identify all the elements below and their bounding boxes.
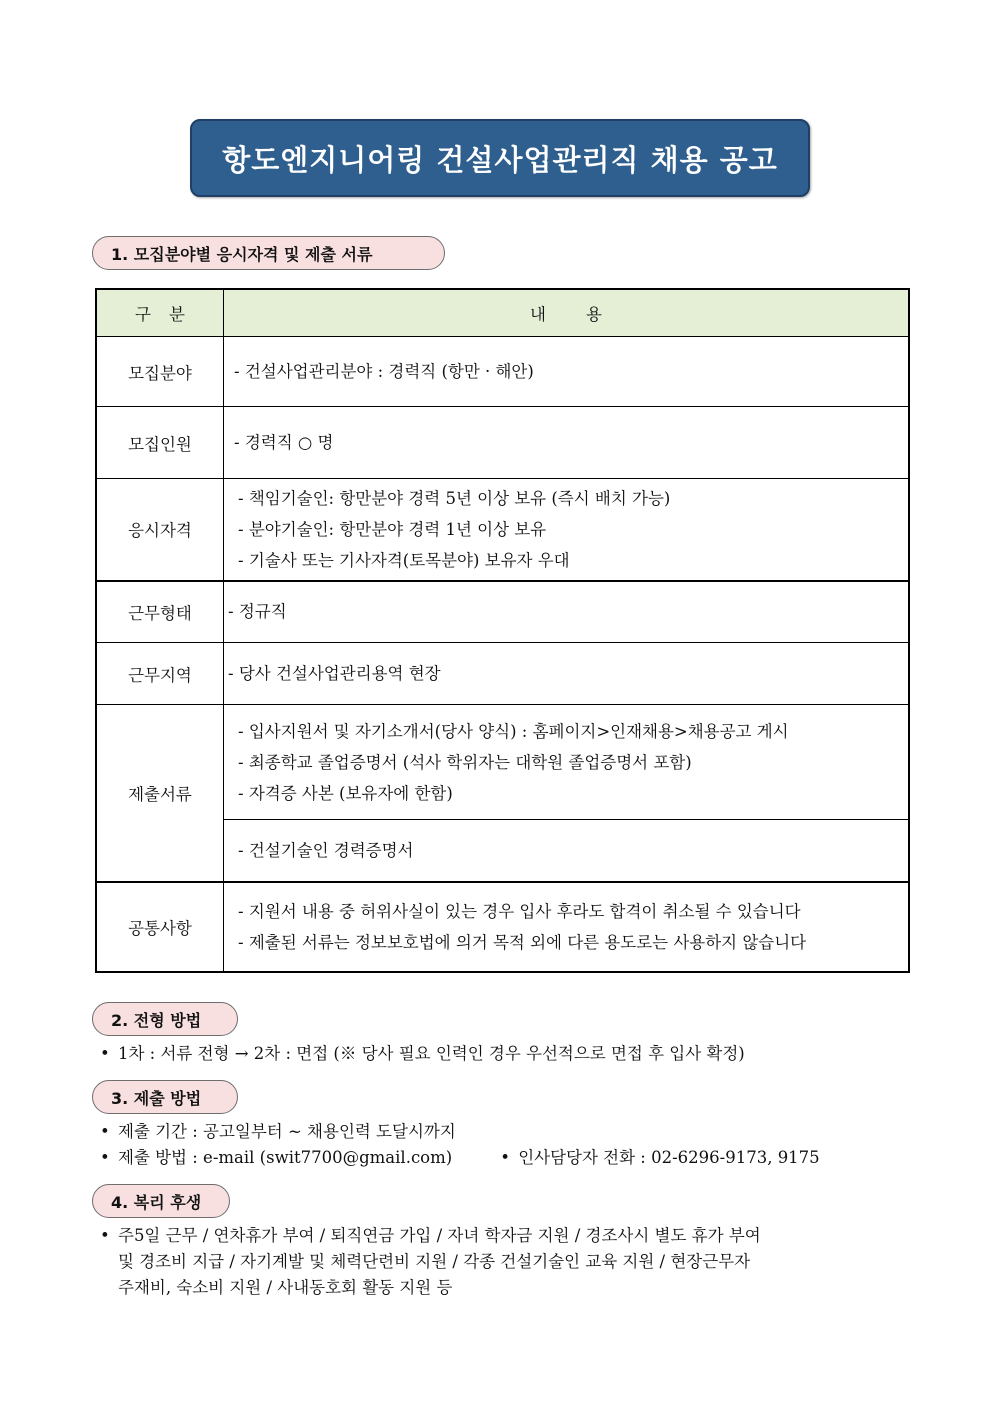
row-label-location: 근무지역 [96, 643, 224, 705]
row-label-headcount: 모집인원 [96, 407, 224, 479]
documents-line: - 입사지원서 및 자기소개서(당사 양식) : 홈페이지>인재채용>채용공고 게시 [238, 721, 789, 741]
row-content-qualification [224, 479, 910, 581]
section-2-heading: 2. 전형 방법 [92, 1002, 238, 1036]
section-3-list [100, 1119, 820, 1171]
list-item-continuation [100, 1249, 761, 1275]
bullet-icon: • [100, 1044, 110, 1063]
row-content-common [224, 882, 910, 972]
contact-item [500, 1145, 819, 1171]
section-3-heading: 3. 제출 방법 [92, 1080, 238, 1114]
section-1-heading: 1. 모집분야별 응시자격 및 제출 서류 [92, 236, 445, 270]
table-row-employment-type [96, 581, 909, 643]
qualification-line: - 책임기술인: 항만분야 경력 5년 이상 보유 (즉시 배치 가능) [238, 488, 671, 508]
qualification-line: - 분야기술인: 항만분야 경력 1년 이상 보유 [238, 519, 547, 539]
table-row-headcount [96, 407, 909, 479]
table-row-location [96, 643, 909, 705]
headcount-line: - 경력직 ○ 명 [234, 433, 334, 452]
row-content-field [224, 337, 910, 407]
section-4-heading: 4. 복리 후생 [92, 1184, 230, 1218]
location-line: - 당사 건설사업관리용역 현장 [228, 664, 441, 683]
row-content-location [224, 643, 910, 705]
list-item [100, 1041, 745, 1067]
bullet-icon: • [100, 1122, 110, 1141]
qualification-line: - 기술사 또는 기사자격(토목분야) 보유자 우대 [238, 550, 570, 570]
documents-line: - 자격증 사본 (보유자에 한함) [238, 783, 453, 803]
row-content-headcount [224, 407, 910, 479]
list-item-continuation [100, 1275, 761, 1301]
header-content: 내용 [224, 289, 910, 337]
list-item [100, 1223, 761, 1249]
row-content-employment-type [224, 581, 910, 643]
section-2-list [100, 1041, 745, 1067]
bullet-icon: • [100, 1148, 110, 1167]
list-item [100, 1119, 820, 1145]
row-label-documents: 제출서류 [96, 705, 224, 882]
section-4-list [100, 1223, 761, 1301]
row-label-common: 공통사항 [96, 882, 224, 972]
requirements-table [95, 288, 910, 973]
table-row-common [96, 882, 909, 972]
benefits-line: 주5일 근무 / 연차휴가 부여 / 퇴직연금 가입 / 자녀 학자금 지원 / 경조사시 별도 휴가 부여 [118, 1226, 761, 1245]
bullet-icon: • [100, 1226, 110, 1245]
table-row-documents [96, 705, 909, 820]
table-row-qualification [96, 479, 909, 581]
table-header-row [96, 289, 909, 337]
documents-extra-line: - 건설기술인 경력증명서 [238, 840, 414, 860]
employment-type-line: - 정규직 [228, 602, 287, 622]
documents-line: - 최종학교 졸업증명서 (석사 학위자는 대학원 졸업증명서 포함) [238, 752, 692, 772]
row-label-employment-type: 근무형태 [96, 581, 224, 643]
benefits-line: 주재비, 숙소비 지원 / 사내동호회 활동 지원 등 [118, 1278, 453, 1297]
bullet-icon: • [500, 1148, 510, 1167]
row-content-documents [224, 705, 910, 820]
selection-process-text: 1차 : 서류 전형 → 2차 : 면접 (※ 당사 필요 인력인 경우 우선적으로 면접 후 입사 확정) [118, 1044, 745, 1063]
table-row-field [96, 337, 909, 407]
list-item [100, 1145, 820, 1171]
common-line: - 지원서 내용 중 허위사실이 있는 경우 입사 후라도 합격이 취소될 수 있습니다 [238, 901, 801, 921]
header-label: 구분 [96, 289, 224, 337]
row-label-field: 모집분야 [96, 337, 224, 407]
benefits-line: 및 경조비 지급 / 자기계발 및 체력단련비 지원 / 각종 건설기술인 교육 지원 / 현장근무자 [118, 1252, 751, 1271]
field-line: - 건설사업관리분야 : 경력직 (항만 · 해안) [234, 362, 534, 381]
row-label-qualification: 응시자격 [96, 479, 224, 581]
contact-text: 인사담당자 전화 : 02-6296-9173, 9175 [518, 1148, 820, 1167]
submission-period-text: 제출 기간 : 공고일부터 ~ 채용인력 도달시까지 [118, 1122, 456, 1141]
page-title: 항도엔지니어링 건설사업관리직 채용 공고 [190, 119, 810, 197]
common-line: - 제출된 서류는 정보보호법에 의거 목적 외에 다른 용도로는 사용하지 않습니다 [238, 932, 807, 952]
row-content-documents-extra [224, 820, 910, 882]
submission-method-text: 제출 방법 : e-mail (swit7700@gmail.com) [118, 1148, 453, 1167]
